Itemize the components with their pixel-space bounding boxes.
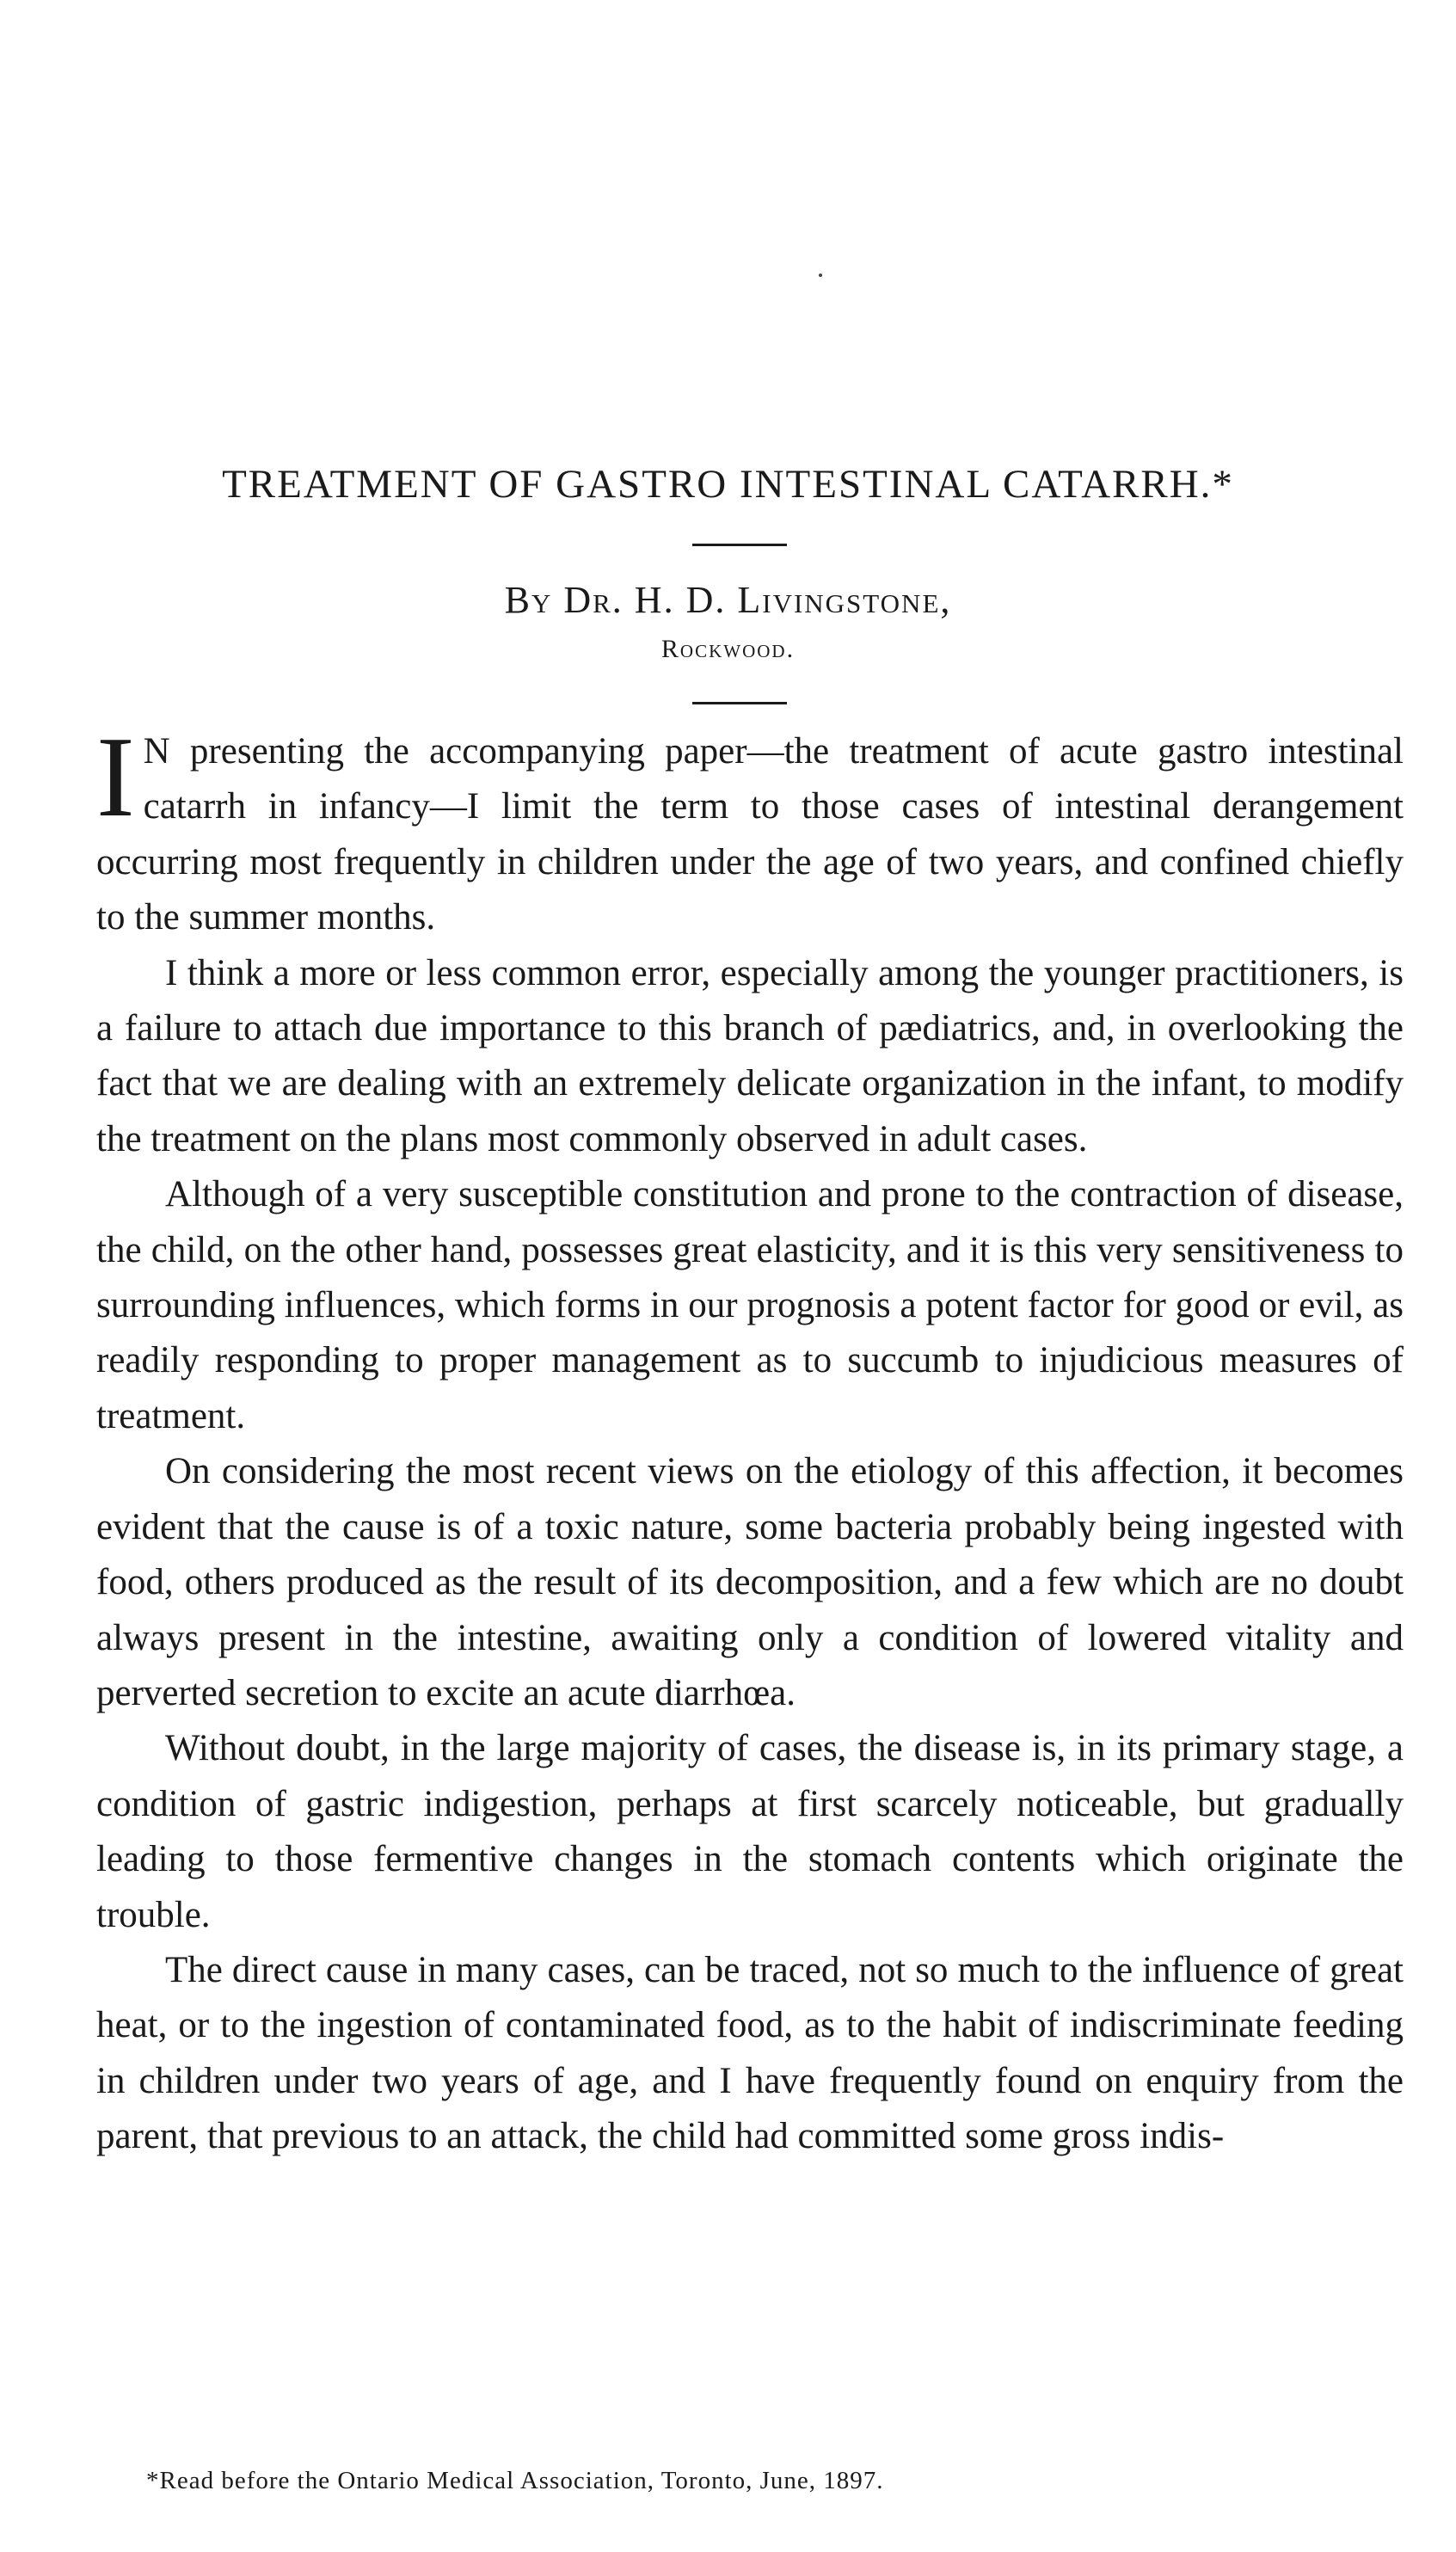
scan-speck bbox=[819, 274, 822, 277]
footnote: *Read before the Ontario Medical Association, Toronto, June, 1897. bbox=[146, 2467, 884, 2494]
article-body bbox=[96, 713, 1404, 2165]
paragraph-1 bbox=[96, 713, 1404, 946]
paragraph-text: N presenting the accompanying paper—the treatment of acute gastro intestinal catarrh in infancy—I limit the term to those cases of intestinal derangement occurring most frequently in children under the age of two years, and confined chiefly to the summer months. bbox=[96, 731, 1404, 938]
author-location: Rockwood. bbox=[660, 635, 796, 663]
article-title: TREATMENT OF GASTRO INTESTINAL CATARRH.* bbox=[222, 462, 1234, 507]
paragraph-6: The direct cause in many cases, can be traced, not so much to the influence of great heat, or to the ingestion of contaminated food, as to the habit of indiscriminate feeding in children under two years of age, and I have frequently found on enquiry from the parent, that previous to an attack, the child had committed some gross indis- bbox=[96, 1949, 1404, 2157]
title-divider bbox=[692, 544, 787, 546]
paragraph-2: I think a more or less common error, especially among the younger practitioners, is a failure to attach due importance to this branch of pædiatrics, and, in overlooking the fact that we are dealing with an extremely delicate organization in the infant, to modify the treatment on the plans most commonly observed in adult cases. bbox=[96, 952, 1404, 1159]
paragraph-4: On considering the most recent views on the etiology of this affection, it becomes evident that the cause is of a toxic nature, some bacteria probably being ingested with food, others produced as the result of its decomposition, and a few which are no doubt always present in the intestine, awaiting only a condition of lowered vitality and perverted secretion to excite an acute diarrhœa. bbox=[96, 1451, 1404, 1713]
paragraph-3: Although of a very susceptible constitution and prone to the contraction of disease, the child, on the other hand, possesses great elasticity, and it is this very sensitiveness to surrounding influences, which forms in our prognosis a potent factor for good or evil, as readily responding to proper management as to succumb to injudicious measures of treatment. bbox=[96, 1174, 1404, 1436]
drop-cap: I bbox=[96, 713, 135, 840]
author-byline: By Dr. H. D. Livingstone, bbox=[504, 579, 952, 621]
paragraph-5: Without doubt, in the large majority of cases, the disease is, in its primary stage, a condition of gastric indigestion, perhaps at first scarcely noticeable, but gradually leading to those fermentive changes in the stomach contents which originate the trouble. bbox=[96, 1728, 1404, 1935]
byline-divider bbox=[692, 702, 787, 704]
